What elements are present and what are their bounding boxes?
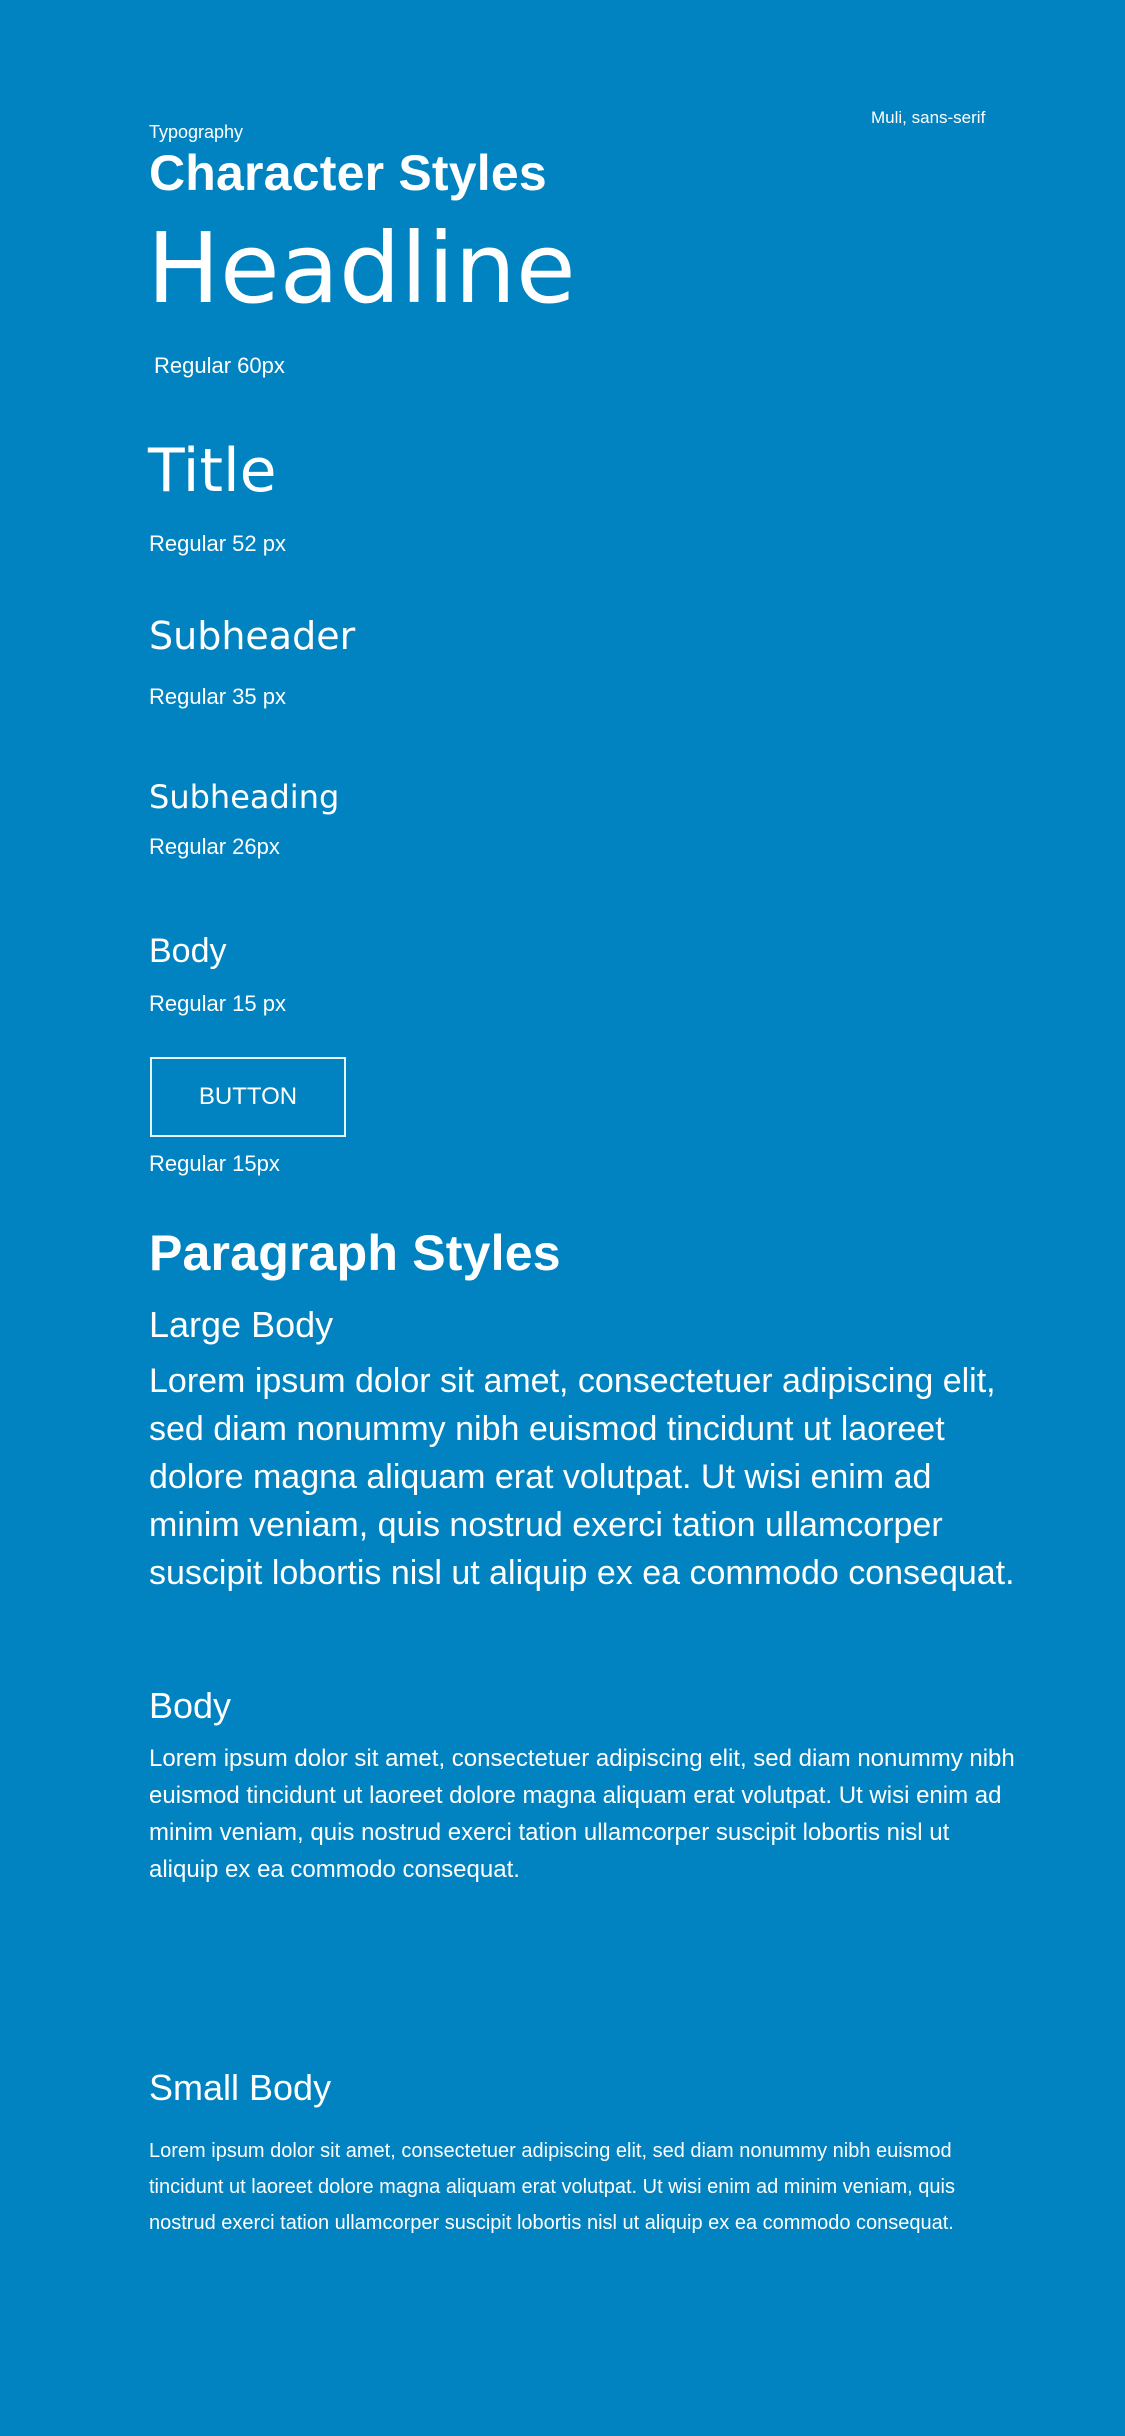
title-spec: Regular 52 px xyxy=(149,531,286,556)
body-spec: Regular 15 px xyxy=(149,991,286,1016)
large-body-paragraph: Lorem ipsum dolor sit amet, consectetuer adipiscing elit, sed diam nonummy nibh euismod tincidunt ut laoreet dolore magna aliquam erat volutpat. Ut wisi enim ad minim veniam, quis nostrud exerci tation ullamcorper suscipit lobortis nisl ut aliquip ex ea commodo consequat. xyxy=(149,1362,1015,1592)
subheader-sample: Subheader xyxy=(149,614,356,658)
paragraph-styles-title: Paragraph Styles xyxy=(149,1225,561,1281)
button-spec: Regular 15px xyxy=(149,1151,280,1176)
subheading-sample: Subheading xyxy=(149,778,340,816)
small-body-label: Small Body xyxy=(149,2067,332,2108)
character-styles-title: Character Styles xyxy=(149,145,547,201)
large-body-label: Large Body xyxy=(149,1304,334,1345)
body-label: Body xyxy=(149,1685,232,1726)
font-family-note: Muli, sans-serif xyxy=(871,108,986,127)
body-paragraph: Lorem ipsum dolor sit amet, consectetuer adipiscing elit, sed diam nonummy nibh euismod tincidunt ut laoreet dolore magna aliquam erat volutpat. Ut wisi enim ad minim veniam, quis nostrud exerci tation ullamcorper suscipit lobortis nisl ut aliquip ex ea commodo consequat. xyxy=(149,1745,1015,1883)
body-sample: Body xyxy=(149,932,227,970)
title-sample: Title xyxy=(148,436,277,506)
subheader-spec: Regular 35 px xyxy=(149,684,286,709)
headline-spec: Regular 60px xyxy=(154,353,285,378)
headline-sample: Headline xyxy=(147,212,576,325)
page-label: Typography xyxy=(149,122,244,142)
sample-button[interactable]: BUTTON xyxy=(150,1057,346,1137)
subheading-spec: Regular 26px xyxy=(149,834,280,859)
small-body-paragraph: Lorem ipsum dolor sit amet, consectetuer adipiscing elit, sed diam nonummy nibh euismod tincidunt ut laoreet dolore magna aliquam erat volutpat. Ut wisi enim ad minim veniam, quis nostrud exerci tation ullamcorper suscipit lobortis nisl ut aliquip ex ea commodo consequat. xyxy=(149,2140,955,2234)
